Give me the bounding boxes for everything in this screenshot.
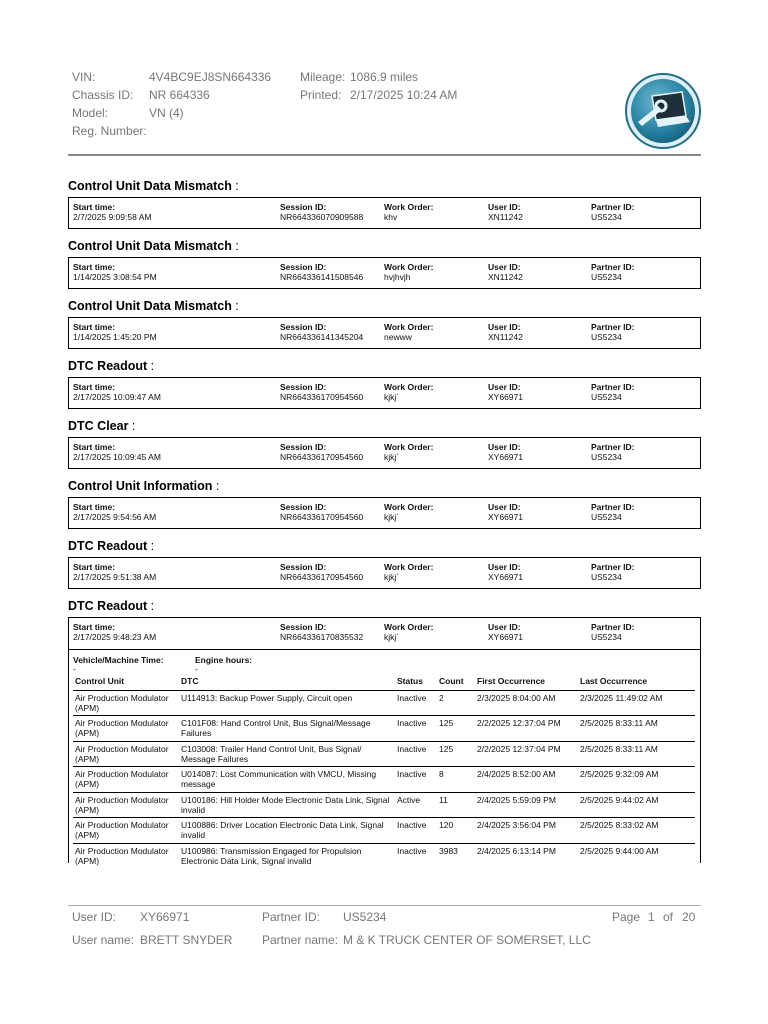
footer-partner-id: US5234 (343, 910, 387, 924)
col-last-occurrence: Last Occurrence (578, 672, 695, 690)
session-id-cell: Session ID: NR664336170954560 (280, 562, 364, 582)
session-box (68, 197, 701, 229)
control-unit-cell: Air Production Modulator (APM) (73, 792, 179, 818)
dtc-cell: C103008: Trailer Hand Control Unit, Bus Signal/ Message Failures (179, 741, 395, 767)
start-time-cell: Start time: 2/17/2025 10:09:45 AM (73, 442, 161, 462)
session-box (68, 437, 701, 469)
dtc-table (73, 672, 695, 869)
report-header (72, 70, 632, 140)
count-cell: 2 (437, 690, 475, 716)
event-section-4 (68, 358, 701, 409)
start-time-cell: Start time: 2/17/2025 10:09:47 AM (73, 382, 161, 402)
first-occurrence-cell: 2/2/2025 12:37:04 PM (475, 716, 578, 742)
footer-divider (68, 905, 701, 906)
session-box (68, 257, 701, 289)
section-title: Control Unit Data Mismatch : (68, 299, 239, 313)
session-id-cell: Session ID: NR664336170835532 (280, 622, 364, 642)
last-occurrence-cell: 2/5/2025 8:33:11 AM (578, 716, 695, 742)
work-order-cell: Work Order: hvjhvjh (384, 262, 434, 282)
dtc-table-header (73, 672, 695, 690)
control-unit-cell: Air Production Modulator (APM) (73, 690, 179, 716)
work-order-cell: Work Order: kjkj` (384, 562, 434, 582)
mileage-value: 1086.9 miles (350, 70, 419, 84)
count-cell: 125 (437, 741, 475, 767)
section-title: DTC Clear : (68, 419, 136, 433)
control-unit-cell: Air Production Modulator (APM) (73, 818, 179, 844)
user-id-cell: User ID: XY66971 (488, 502, 523, 522)
work-order-cell: Work Order: kjkj` (384, 622, 434, 642)
first-occurrence-cell: 2/2/2025 12:37:04 PM (475, 741, 578, 767)
dtc-cell: C101F08: Hand Control Unit, Bus Signal/Message Failures (179, 716, 395, 742)
dtc-cell: U100886: Driver Location Electronic Data Link, Signal invalid (179, 818, 395, 844)
footer-partner-name-label: Partner name: (262, 933, 339, 947)
user-id-cell: User ID: XN11242 (488, 202, 523, 222)
engine-hours-label: Engine hours: (195, 655, 253, 665)
footer-partner-name: M & K TRUCK CENTER OF SOMERSET, LLC (343, 933, 591, 947)
table-row (73, 792, 695, 818)
work-order-cell: Work Order: kjkj` (384, 502, 434, 522)
event-section-8 (68, 598, 701, 866)
dtc-cell: U100986: Transmission Engaged for Propulsion Electronic Data Link, Signal invalid (181, 845, 362, 866)
session-id-cell: Session ID: NR664336141508546 (280, 262, 364, 282)
section-title: DTC Readout : (68, 539, 155, 553)
chassis-value: NR 664336 (149, 88, 210, 102)
start-time-cell: Start time: 2/17/2025 9:48:23 AM (73, 622, 157, 642)
first-occurrence-cell: 2/4/2025 8:52:00 AM (475, 767, 578, 793)
col-status: Status (395, 672, 437, 690)
footer-user-id-label: User ID: (72, 910, 117, 924)
status-cell: Inactive (395, 741, 437, 767)
tech-tool-logo-icon (624, 72, 702, 150)
vin-value: 4V4BC9EJ8SN664336 (149, 70, 272, 84)
user-id-cell: User ID: XY66971 (488, 622, 523, 642)
col-first-occurrence: First Occurrence (475, 672, 578, 690)
model-value: VN (4) (149, 106, 184, 120)
session-box (68, 317, 701, 349)
status-cell: Inactive (397, 845, 427, 856)
status-cell: Active (395, 792, 437, 818)
event-section-5 (68, 418, 701, 469)
footer-user-id: XY66971 (140, 910, 190, 924)
col-dtc: DTC (179, 672, 395, 690)
session-box (68, 557, 701, 589)
work-order-cell: Work Order: khv (384, 202, 434, 222)
model-label: Model: (72, 106, 109, 120)
start-time-cell: Start time: 2/7/2025 9:09:58 AM (73, 202, 152, 222)
section-title: Control Unit Data Mismatch : (68, 239, 239, 253)
user-id-cell: User ID: XN11242 (488, 322, 523, 342)
col-control-unit: Control Unit (73, 672, 179, 690)
session-id-cell: Session ID: NR664336070909588 (280, 202, 364, 222)
count-cell: 125 (437, 716, 475, 742)
event-section-3 (68, 298, 701, 349)
partner-id-cell: Partner ID: US5234 (591, 562, 635, 582)
last-occurrence-cell: 2/5/2025 9:44:02 AM (578, 792, 695, 818)
user-id-cell: User ID: XY66971 (488, 562, 523, 582)
start-time-cell: Start time: 2/17/2025 9:54:56 AM (73, 502, 157, 522)
vin-label: VIN: (72, 70, 96, 84)
table-row (73, 767, 695, 793)
dtc-cell: U100186: Hill Holder Mode Electronic Data Link, Signal invalid (179, 792, 395, 818)
partner-id-cell: Partner ID: US5234 (591, 502, 635, 522)
session-box (68, 497, 701, 529)
partner-id-cell: Partner ID: US5234 (591, 262, 635, 282)
work-order-cell: Work Order: kjkj` (384, 442, 434, 462)
event-section-1 (68, 178, 701, 229)
partner-id-cell: Partner ID: US5234 (591, 442, 635, 462)
footer-page-label: Page (612, 910, 641, 924)
status-cell: Inactive (395, 818, 437, 844)
last-occurrence-cell: 2/5/2025 8:33:11 AM (578, 741, 695, 767)
dtc-cell: U114913: Backup Power Supply, Circuit open (179, 690, 395, 716)
table-row (73, 741, 695, 767)
session-id-cell: Session ID: NR664336141345204 (280, 322, 364, 342)
footer-page-total: 20 (682, 910, 696, 924)
col-count: Count (437, 672, 475, 690)
printed-label: Printed: (300, 88, 342, 102)
vehicle-time-value: - (73, 664, 76, 674)
footer-user-name: BRETT SNYDER (140, 933, 233, 947)
count-cell: 3983 (439, 845, 458, 856)
last-occurrence-cell: 2/5/2025 8:33:02 AM (578, 818, 695, 844)
first-occurrence-cell: 2/4/2025 6:13:14 PM (477, 845, 556, 856)
partner-id-cell: Partner ID: US5234 (591, 322, 635, 342)
reg-label: Reg. Number: (72, 124, 147, 138)
work-order-cell: Work Order: kjkj` (384, 382, 434, 402)
session-box (69, 618, 700, 650)
control-unit-cell: Air Production Modulator (APM) (75, 845, 169, 866)
footer-of-label: of (663, 910, 674, 924)
vehicle-time-label: Vehicle/Machine Time: (73, 655, 164, 665)
section-title: Control Unit Information : (68, 479, 220, 493)
partner-id-cell: Partner ID: US5234 (591, 202, 635, 222)
table-row (73, 843, 695, 869)
count-cell: 120 (437, 818, 475, 844)
printed-value: 2/17/2025 10:24 AM (350, 88, 458, 102)
user-id-cell: User ID: XN11242 (488, 262, 523, 282)
start-time-cell: Start time: 1/14/2025 3:08:54 PM (73, 262, 157, 282)
first-occurrence-cell: 2/4/2025 5:59:09 PM (475, 792, 578, 818)
footer-partner-id-label: Partner ID: (262, 910, 321, 924)
status-cell: Inactive (395, 690, 437, 716)
table-row (73, 716, 695, 742)
dtc-readout-box (68, 617, 701, 866)
table-row (73, 690, 695, 716)
first-occurrence-cell: 2/4/2025 3:56:04 PM (475, 818, 578, 844)
control-unit-cell: Air Production Modulator (APM) (73, 716, 179, 742)
session-id-cell: Session ID: NR664336170954560 (280, 502, 364, 522)
event-section-7 (68, 538, 701, 589)
session-box (68, 377, 701, 409)
session-id-cell: Session ID: NR664336170954560 (280, 442, 364, 462)
last-occurrence-cell: 2/5/2025 9:32:09 AM (578, 767, 695, 793)
table-row (73, 818, 695, 844)
section-title: DTC Readout : (68, 359, 155, 373)
chassis-label: Chassis ID: (72, 88, 134, 102)
control-unit-cell: Air Production Modulator (APM) (73, 767, 179, 793)
user-id-cell: User ID: XY66971 (488, 442, 523, 462)
header-divider (68, 154, 701, 156)
control-unit-cell: Air Production Modulator (APM) (73, 741, 179, 767)
session-id-cell: Session ID: NR664336170954560 (280, 382, 364, 402)
partner-id-cell: Partner ID: US5234 (591, 622, 635, 642)
first-occurrence-cell: 2/3/2025 8:04:00 AM (475, 690, 578, 716)
work-order-cell: Work Order: newww (384, 322, 434, 342)
count-cell: 11 (437, 792, 475, 818)
status-cell: Inactive (395, 767, 437, 793)
count-cell: 8 (437, 767, 475, 793)
event-section-6 (68, 478, 701, 529)
last-occurrence-cell: 2/5/2025 9:44:00 AM (580, 845, 659, 856)
user-id-cell: User ID: XY66971 (488, 382, 523, 402)
dtc-cell: U014087: Lost Communication with VMCU, Missing message (179, 767, 395, 793)
mileage-label: Mileage: (300, 70, 346, 84)
footer-page-number: 1 (648, 910, 655, 924)
partner-id-cell: Partner ID: US5234 (591, 382, 635, 402)
start-time-cell: Start time: 1/14/2025 1:45:20 PM (73, 322, 157, 342)
footer-user-name-label: User name: (72, 933, 135, 947)
status-cell: Inactive (395, 716, 437, 742)
section-title: DTC Readout : (68, 599, 155, 613)
last-occurrence-cell: 2/3/2025 11:49:02 AM (578, 690, 695, 716)
engine-hours-value: - (195, 664, 198, 674)
event-section-2 (68, 238, 701, 289)
start-time-cell: Start time: 2/17/2025 9:51:38 AM (73, 562, 157, 582)
section-title: Control Unit Data Mismatch : (68, 179, 239, 193)
